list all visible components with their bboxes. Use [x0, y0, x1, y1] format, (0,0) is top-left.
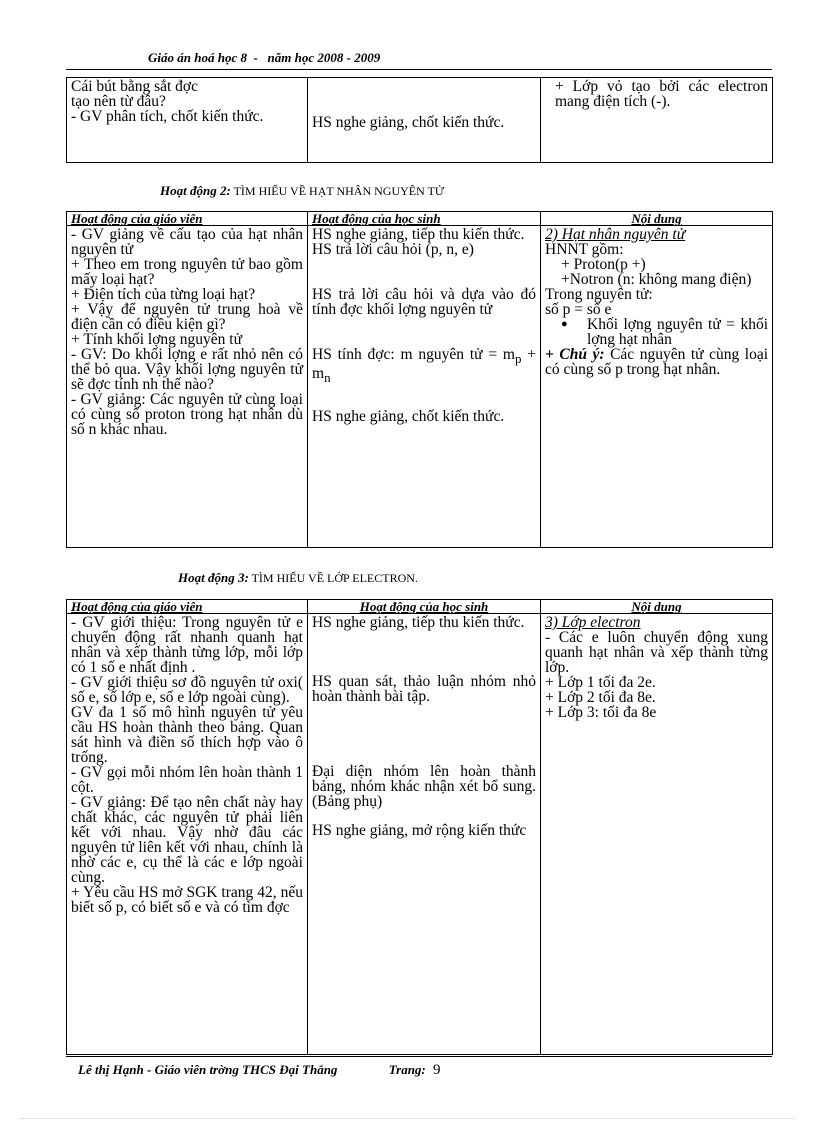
- teacher-cell: [67, 614, 308, 1055]
- teacher-item: + Vậy để nguyên tử trung hoà về điện cần có điều kiện gì?: [71, 301, 303, 333]
- teacher-item: + Tính khối lợng nguyên tử: [71, 331, 243, 348]
- header-content: Nội dung: [541, 600, 773, 614]
- student-item: HS trả lời câu hỏi và dựa vào đó tính đợc khối lợng nguyên tử: [312, 286, 536, 318]
- formula-plus: + m: [312, 346, 536, 383]
- student-cell: [308, 78, 541, 163]
- teacher-line: Cái bút bằng sắt đợc: [71, 78, 199, 95]
- header-student: Hoạt động của học sinh: [308, 600, 541, 614]
- teacher-cell: [67, 226, 308, 548]
- student-cell: [308, 226, 541, 548]
- student-item: Đại diện nhóm lên hoàn thành bảng, nhóm khác nhận xét bổ sung.(Bảng phụ): [312, 763, 536, 810]
- table-header-row: [67, 600, 773, 614]
- formula-sub-p: p: [514, 351, 522, 367]
- table-header-row: [67, 212, 773, 226]
- teacher-item: - GV giới thiệu: Trong nguyên tử e chuyển động rất nhanh quanh hạt nhân và xếp thành từng lớp, mỗi lớp có 1 số e nhất định .: [71, 614, 303, 676]
- student-item: HS nghe giảng, chốt kiến thức.: [312, 408, 505, 426]
- student-item: HS nghe giảng, tiếp thu kiến thức.: [312, 226, 525, 243]
- teacher-item: + Theo em trong nguyên tử bao gồm mấy loại hạt?: [71, 256, 303, 288]
- activity-2-label: Hoạt động 2:: [160, 183, 231, 198]
- header-content: Nội dung: [541, 212, 773, 226]
- content-line: + Lớp 1 tối đa 2e.: [545, 674, 656, 691]
- header-rule: [66, 69, 772, 70]
- content-heading: 2) Hạt nhân nguyên tử: [545, 226, 686, 243]
- teacher-item: - GV giới thiệu sơ đồ nguyên tử oxi( số e, số lớp e, số e lớp ngoài cùng).: [71, 674, 303, 706]
- note-label: + Chú ý:: [545, 346, 605, 363]
- table-row: [67, 226, 773, 548]
- teacher-item: + Yêu cầu HS mở SGK trang 42, nếu biết số p, có biết số e và có tìm đợc: [71, 884, 303, 916]
- student-item: HS nghe giảng, tiếp thu kiến thức.: [312, 614, 525, 631]
- activity-3-label: Hoạt động 3:: [178, 570, 249, 585]
- content-line: - Các e luôn chuyển động xung quanh hạt nhân và xếp thành từng lớp.: [545, 629, 768, 676]
- teacher-item: + Điện tích của từng loại hạt?: [71, 286, 256, 303]
- activity-3-title: [178, 570, 418, 586]
- page-bottom-border: [20, 1118, 796, 1119]
- footer-rule: [66, 1056, 772, 1057]
- student-item: HS quan sát, thảo luận nhóm nhỏ hoàn thành bài tập.: [312, 673, 536, 705]
- header-student: Hoạt động của học sinh: [308, 212, 541, 226]
- teacher-item: GV đa 1 số mô hình nguyên tử yêu cầu HS hoàn thành theo bảng. Quan sát hình và điền số thích hợp vào ô trống.: [71, 704, 303, 766]
- teacher-item: - GV giảng: Các nguyên tử cùng loại có cùng số proton trong hạt nhân dù số n khác nhau.: [71, 391, 303, 438]
- header-teacher: Hoạt động của giáo viên: [67, 212, 308, 226]
- student-line: HS nghe giảng, chốt kiến thức.: [312, 114, 505, 131]
- teacher-line: tạo nên từ đâu?: [71, 93, 166, 110]
- student-item: HS trả lời câu hỏi (p, n, e): [312, 241, 474, 258]
- footer-page-label: Trang:: [388, 1062, 426, 1077]
- footer-page-number: 9: [433, 1062, 441, 1078]
- teacher-line: - GV phân tích, chốt kiến thức.: [71, 108, 264, 125]
- teacher-item: - GV: Do khối lợng e rất nhỏ nên có thể bỏ qua. Vậy khối lợng nguyên tử sẽ đợc tính nh thế nào?: [71, 346, 303, 393]
- student-item: HS nghe giảng, mở rộng kiến thức: [312, 822, 527, 839]
- teacher-item: - GV giảng: Để tạo nên chất này hay chất khác, các nguyên tử phải liên kết với nhau. Vậy nhờ đâu các nguyên tử liên kết với nhau, chính là nhờ các e, cụ thể là các e lớp ngoài cùng.: [71, 794, 303, 886]
- formula-sub-n: n: [324, 370, 331, 386]
- content-line: +Notron (n: không mang điện): [561, 271, 752, 288]
- header-teacher: Hoạt động của giáo viên: [67, 600, 308, 614]
- table-row: [67, 614, 773, 1055]
- content-cell: [541, 226, 773, 548]
- content-cell: [541, 614, 773, 1055]
- activity-3-table: [66, 599, 773, 1055]
- content-line: HNNT gồm:: [545, 241, 624, 258]
- content-line: + Lớp 2 tối đa 8e.: [545, 689, 656, 706]
- content-heading: 3) Lớp electron: [545, 614, 641, 631]
- activity-2-table: [66, 211, 773, 548]
- teacher-item: - GV giảng về cấu tạo của hạt nhân nguyên tử: [71, 226, 303, 258]
- teacher-cell: [67, 78, 308, 163]
- formula-text: HS tính đợc: m nguyên tử = m: [312, 346, 515, 363]
- footer-author: Lê thị Hạnh - Giáo viên trờng THCS Đại Thắng: [78, 1062, 338, 1077]
- table-row: [67, 78, 773, 163]
- content-bullet: ● Khối lợng nguyên tử = khối lợng hạt nhân: [545, 317, 768, 347]
- content-line: + Lớp 3: tối đa 8e: [545, 704, 657, 721]
- student-cell: [308, 614, 541, 1055]
- student-item-formula: [312, 347, 536, 385]
- teacher-item: - GV gọi mỗi nhóm lên hoàn thành 1 cột.: [71, 764, 303, 796]
- page-header: Giáo án hoá học 8 - năm học 2008 - 2009: [148, 50, 381, 65]
- content-line: + Lớp vỏ tạo bởi các electron mang điện tích (-).: [555, 78, 768, 110]
- page-footer: [78, 1062, 441, 1079]
- content-line: Trong nguyên tử:: [545, 286, 653, 303]
- content-line: + Proton(p +): [561, 256, 646, 273]
- activity-2-title: [160, 183, 444, 199]
- content-line: số p = số e: [545, 301, 612, 318]
- top-table: [66, 77, 773, 163]
- content-cell: [541, 78, 773, 163]
- activity-3-heading: TÌM HIỂU VỀ LỚP ELECTRON.: [251, 571, 418, 585]
- activity-2-heading: TÌM HIỂU VỀ HẠT NHÂN NGUYÊN TỬ: [233, 184, 445, 198]
- content-note: [545, 347, 768, 377]
- note-text: Các nguyên tử cùng loại có cùng số p trong hạt nhân.: [545, 346, 769, 378]
